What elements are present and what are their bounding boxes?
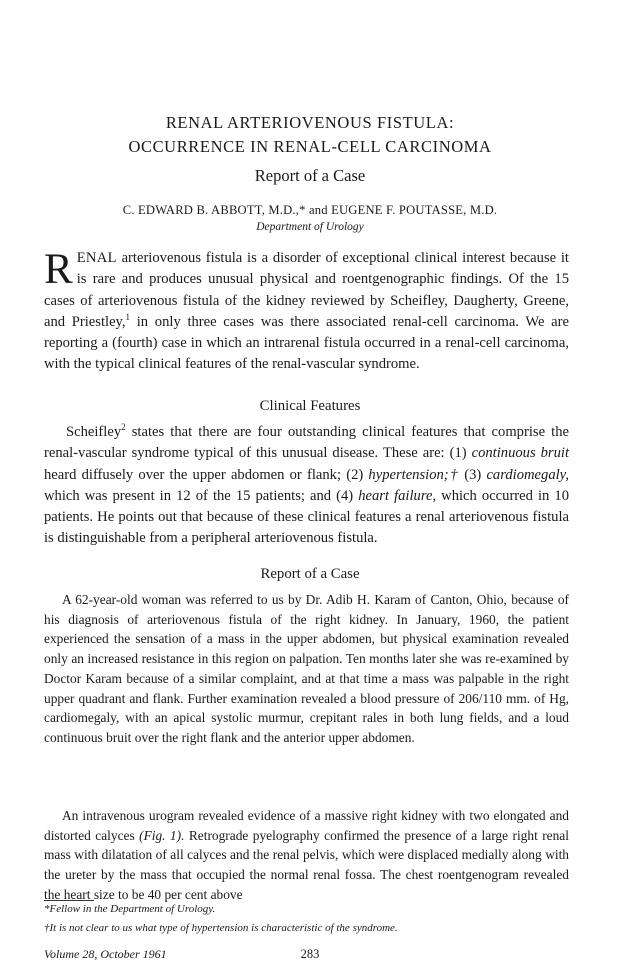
department-line: Department of Urology: [256, 221, 364, 233]
clinical-text: heard diffusely over the upper abdomen or flank; (2): [44, 466, 369, 483]
feature-cardiomegaly: cardiomegaly,: [486, 466, 569, 483]
intro-first-word: ENAL: [76, 250, 117, 266]
footnote-1: *Fellow in the Department of Urology.: [44, 903, 216, 915]
footnote-2: †It is not clear to us what type of hypertension is characteristic of the syndrome.: [44, 922, 398, 934]
section-heading-report-of-case: Report of a Case: [260, 566, 360, 582]
feature-hypertension: hypertension;†: [368, 466, 460, 483]
intro-text-2: in only three cases was there associated renal-cell carcinoma. We are reporting a (fourth) case in which an intrarenal fistula occurred in a renal-cell carcinoma, with the typical clinical features of the renal-vascular syndrome.: [44, 313, 569, 373]
clinical-text: states that there are four outstanding clinical features that comprise the renal-vascular syndrome typical of this unusual disease. These are: (1): [44, 424, 569, 462]
footnote-rule: [44, 900, 94, 901]
clinical-text: which was present in 12 of the 15 patients; and (4): [44, 487, 359, 504]
clinical-text: Scheifley: [66, 424, 122, 440]
clinical-features-paragraph: [44, 422, 569, 550]
feature-heart-failure: heart failure,: [358, 487, 437, 504]
intro-text: arteriovenous fistula is a disorder of exceptional clinical interest because it is rare and produces unusual physical and roentgenographic findings. Of the 15 cases of arteriovenous fistula of the kidney reviewed by Scheifley, Daugherty, Greene, and Priestley,: [44, 250, 569, 330]
article-title-line-1: RENAL ARTERIOVENOUS FISTULA:: [165, 113, 455, 132]
article-title-line-2: OCCURRENCE IN RENAL-CELL CARCINOMA: [128, 137, 492, 156]
article-subtitle: Report of a Case: [254, 166, 366, 185]
section-heading-clinical-features: Clinical Features: [259, 398, 361, 414]
journal-volume-info: Volume 28, October 1961: [44, 947, 167, 961]
clinical-text: which occurred in 10 patients. He points out that because of these clinical features a renal arteriovenous fistula is distinguishable from a peripheral arteriovenous fistula.: [44, 487, 569, 547]
case-text: Retrograde pyelography confirmed the presence of a large right renal mass with dilatation of all calyces and the renal pelvis, which were displaced medially along with the ureter by the mass that occupied the normal renal fossa. The chest roentgenogram revealed the heart size to be 40 per cent above: [44, 827, 569, 902]
case-text: An intravenous urogram revealed evidence of a massive right kidney with two elongated and distorted calyces: [44, 808, 569, 843]
intro-paragraph: [44, 248, 569, 376]
reference-2: 2: [121, 422, 126, 433]
author-line: C. EDWARD B. ABBOTT, M.D.,* and EUGENE F. POUTASSE, M.D.: [122, 203, 498, 217]
case-paragraph-1: A 62-year-old woman was referred to us by Dr. Adib H. Karam of Canton, Ohio, because of his diagnosis of arteriovenous fistula of the right kidney. In January, 1960, the patient experienced the sensation of a mass in the upper abdomen, but physical examination revealed only an increased resistance in this region on palpation. Ten months later she was re-examined by Doctor Karam because of a similar complaint, and at that time a mass was palpable in the right upper quadrant and flank. Further examination revealed a blood pressure of 206/110 mm. of Hg, cardiomegaly, with an apical systolic murmur, crepitant rales in both lung fields, and a loud continuous bruit over the right flank and the anterior upper abdomen.: [44, 592, 569, 745]
figure-reference: (Fig. 1).: [139, 827, 185, 843]
case-paragraph-2: [44, 806, 569, 905]
feature-continuous-bruit: continuous bruit: [471, 445, 569, 462]
page-number: 283: [300, 947, 320, 961]
reference-1: 1: [125, 312, 131, 323]
drop-cap: R: [44, 246, 73, 293]
clinical-text: (3): [459, 466, 487, 483]
